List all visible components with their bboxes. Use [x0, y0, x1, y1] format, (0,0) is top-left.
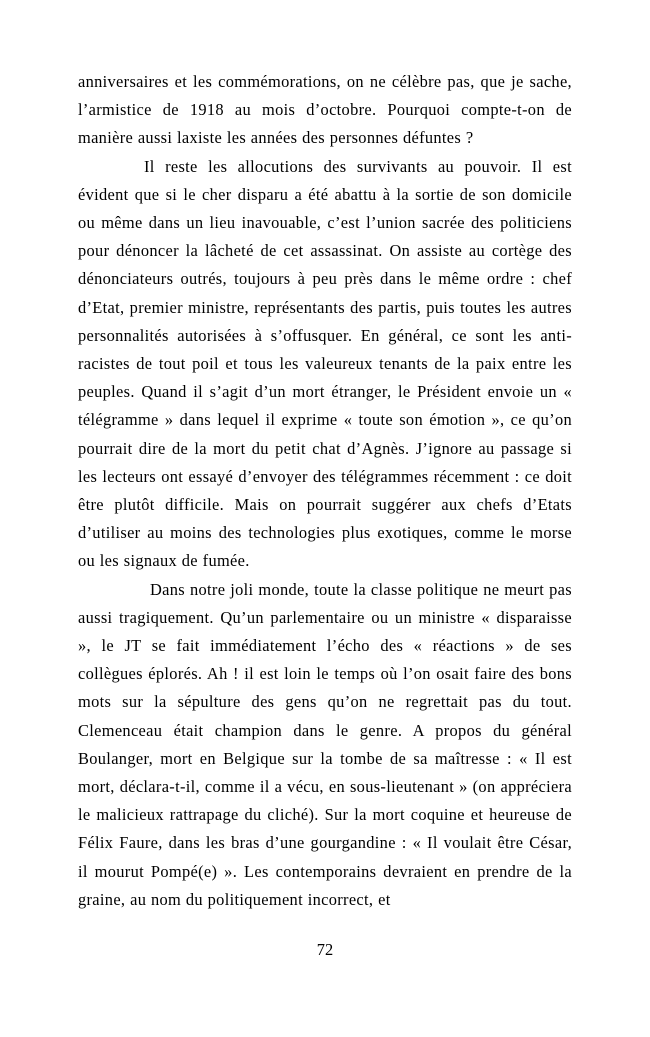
page-number: 72 [316, 940, 334, 959]
paragraph: anniversaires et les commémorations, on ne célèbre pas, que je sache, l’armistice de 1918 au mois d’octobre. Pourquoi compte-t-on de manière aussi laxiste les années des personnes défuntes ? [78, 72, 572, 148]
paragraph: Dans notre joli monde, toute la classe politique ne meurt pas aussi tragiquement. Qu’un parlementaire ou un ministre « disparaisse », le JT se fait immédiatement l’écho des « réactions » de ses collègues éplorés. Ah ! il est loin le temps où l’on osait faire des bons mots sur la sépulture des gens qu’on ne regrettait pas du tout. Clemenceau était champion dans le genre. A propos du général Boulanger, mort en Belgique sur la tombe de sa maîtresse : « Il est mort, déclara-t-il, comme il a vécu, en sous-lieutenant » (on appréciera le malicieux rattrapage du cliché). Sur la mort coquine et heureuse de Félix Faure, dans les bras d’une gourgandine : « Il voulait être César, il mourut Pompé(e) ». Les contemporains devraient en prendre de la graine, au nom du politiquement incorrect, et [78, 579, 572, 909]
body-text [78, 68, 572, 914]
paragraph: Il reste les allocutions des survivants au pouvoir. Il est évident que si le cher disparu a été abattu à la sortie de son domicile ou même dans un lieu inavouable, c’est l’union sacrée des politiciens pour dénoncer la lâcheté de cet assassinat. On assiste au cortège des dénonciateurs outrés, toujours à peu près dans le même ordre : chef d’Etat, premier ministre, représentants des partis, puis toutes les autres personnalités autorisées à s’offusquer. En général, ce sont les anti-racistes de tout poil et tous les valeureux tenants de la paix entre les peuples. Quand il s’agit d’un mort étranger, le Président envoie un « télégramme » dans lequel il exprime « toute son émotion », ce qu’on pourrait dire de la mort du petit chat d’Agnès. J’ignore au passage si les lecteurs ont essayé d’envoyer des télégrammes récemment : ce doit être plutôt difficile. Mais on pourrait suggérer aux chefs d’Etats d’utiliser au moins des technologies plus exotiques, comme le morse ou les signaux de fumée. [78, 156, 572, 571]
